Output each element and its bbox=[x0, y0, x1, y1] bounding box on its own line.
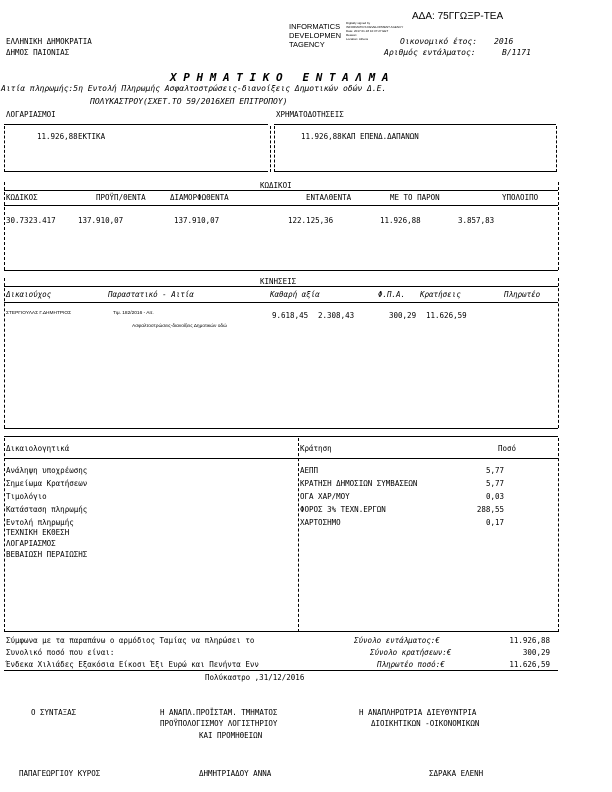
order-number-label: Αριθμός εντάλματος: bbox=[384, 48, 476, 57]
codes-header-code: ΚΩΔΙΚΟΣ bbox=[6, 193, 38, 202]
accounts-top-rule bbox=[4, 124, 268, 125]
movement-vat: 2.308,43 bbox=[318, 311, 355, 320]
accounts-bottom-rule bbox=[4, 171, 268, 172]
department-role-line-2: ΠΡΟΫΠΟΛΟΓΙΣΜΟΥ ΛΟΓΙΣΤΗΡΙΟΥ bbox=[160, 719, 278, 728]
movements-left-border bbox=[4, 278, 5, 428]
director-role-line-1: Η ΑΝΑΠΛΗΡΩΤΡΙΑ ΔΙΕΥΘΥΝΤΡΙΑ bbox=[359, 708, 477, 717]
amount-label: Ποσό bbox=[498, 444, 517, 453]
department-name: ΔΗΜΗΤΡΙΑΔΟΥ ΑΝΝΑ bbox=[199, 769, 272, 778]
supporting-docs-label: Δικαιολογητικά bbox=[6, 444, 70, 453]
totals-bottom-rule bbox=[4, 670, 558, 671]
codes-left-border bbox=[4, 182, 5, 270]
retention-amount: 0,17 bbox=[485, 518, 504, 527]
author-role: Ο ΣΥΝΤΑΞΑΣ bbox=[31, 708, 77, 717]
codes-row-current: 11.926,88 bbox=[380, 216, 421, 225]
codes-row-ordered: 122.125,36 bbox=[288, 216, 334, 225]
financing-description: ΚΑΠ ΕΠΕΝΔ.ΔΑΠΑΝΩΝ bbox=[342, 132, 419, 141]
place-date: Πολύκαστρο ,31/12/2016 bbox=[205, 673, 305, 682]
supporting-doc-item: Εντολή πληρωμής bbox=[6, 518, 74, 527]
supporting-doc-item: Σημείωμα Κρατήσεων bbox=[6, 479, 88, 488]
movement-note: Ασφαλτοστρώσεις-διανοίξεις Δημοτικών οδώ bbox=[132, 324, 227, 329]
payment-cause-line-1: Αιτία πληρωμής:5η Εντολή Πληρωμής Ασφαλτοστρώσεις-διανοίξεις Δημοτικών οδών Δ.Ε. bbox=[1, 84, 387, 93]
supporting-top-rule bbox=[4, 436, 558, 437]
accounts-amount: 11.926,88 bbox=[37, 132, 78, 141]
retention-label: Κράτηση bbox=[300, 444, 332, 453]
fiscal-year-value: 2016 bbox=[494, 37, 514, 46]
watermark-line: Location: Athens bbox=[346, 37, 369, 41]
movements-right-border bbox=[558, 278, 559, 428]
codes-header-balance: ΥΠΟΛΟΙΠΟ bbox=[502, 193, 539, 202]
logo-text-line-3: TAGENCY bbox=[289, 40, 325, 49]
codes-top-rule bbox=[4, 190, 558, 191]
retentions-total-label: Σύνολο κρατήσεων:€ bbox=[370, 648, 452, 657]
accounts-right-border bbox=[556, 126, 557, 172]
supporting-right-border bbox=[558, 438, 559, 632]
movements-header-retentions: Κρατήσεις bbox=[420, 290, 461, 299]
totals-statement-line-2: Συνολικό ποσό που είναι: bbox=[6, 648, 115, 657]
codes-header-formed: ΔΙΑΜΟΡΦΩΘΕΝΤΑ bbox=[170, 193, 229, 202]
codes-row-balance: 3.857,83 bbox=[458, 216, 495, 225]
accounts-mid-border-2 bbox=[274, 126, 275, 172]
codes-bottom-rule bbox=[4, 270, 558, 271]
codes-section-title: ΚΩΔΙΚΟΙ bbox=[260, 181, 292, 190]
watermark-line: INFORMATICS DEVELOPMENT AGENCY bbox=[346, 25, 404, 29]
codes-row-budgeted: 137.910,07 bbox=[78, 216, 124, 225]
retention-amount: 0,03 bbox=[485, 492, 504, 501]
retention-name: ΦΟΡΟΣ 3% ΤΕΧΝ.ΕΡΓΩΝ bbox=[300, 505, 386, 514]
watermark-line: Date: 2017.01.18 10:37:27 EET bbox=[346, 29, 389, 33]
retention-amount: 288,55 bbox=[476, 505, 504, 514]
logo-text-line-2: DEVELOPMEN bbox=[289, 31, 342, 40]
payable-amount-label: Πληρωτέο ποσό:€ bbox=[377, 660, 445, 669]
retentions-total-value: 300,29 bbox=[522, 648, 550, 657]
movement-retentions: 300,29 bbox=[389, 311, 417, 320]
payable-amount-value: 11.626,59 bbox=[509, 660, 550, 669]
ada-code: ΑΔΑ: 75ΓΓΩΞΡ-ΤΕΑ bbox=[412, 11, 504, 22]
financing-bottom-rule bbox=[274, 171, 556, 172]
order-total-value: 11.926,88 bbox=[509, 636, 550, 645]
accounts-mid-border bbox=[270, 126, 271, 172]
author-name: ΠΑΠΑΓΕΩΡΓΙΟΥ ΚΥΡΟΣ bbox=[19, 769, 101, 778]
supporting-mid-border bbox=[298, 438, 299, 632]
codes-header-ordered: ΕΝΤΑΛΘΕΝΤΑ bbox=[306, 193, 352, 202]
document-title: Χ Ρ Η Μ Α Τ Ι Κ Ο Ε Ν Τ Α Λ Μ Α bbox=[170, 71, 389, 84]
movements-bottom-rule bbox=[4, 428, 558, 429]
accounts-label: ΛΟΓΑΡΙΑΣΜΟΙ bbox=[6, 110, 56, 119]
signature-watermark bbox=[346, 21, 404, 46]
department-role-line-3: ΚΑΙ ΠΡΟΜΗΘΕΙΩΝ bbox=[199, 731, 263, 740]
director-role-line-2: ΔΙΟΙΚΗΤΙΚΩΝ -ΟΙΚΟΝΟΜΙΚΩΝ bbox=[371, 719, 480, 728]
codes-row-formed: 137.910,07 bbox=[174, 216, 220, 225]
retention-name: ΚΡΑΤΗΣΗ ΔΗΜΟΣΙΩΝ ΣΥΜΒΑΣΕΩΝ bbox=[300, 479, 418, 488]
supporting-doc-item: ΛΟΓΑΡΙΑΣΜΟΣ bbox=[6, 539, 56, 548]
movements-header-rule bbox=[4, 302, 558, 303]
retention-amount: 5,77 bbox=[485, 466, 504, 475]
codes-row-code: 30.7323.417 bbox=[6, 216, 56, 225]
movements-header-document: Παραστατικό - Αιτία bbox=[108, 290, 194, 299]
codes-right-border bbox=[558, 182, 559, 270]
codes-header-budgeted: ΠΡΟΫΠ/ΘΕΝΤΑ bbox=[96, 193, 146, 202]
financing-amount: 11.926,88 bbox=[301, 132, 342, 141]
payment-cause-line-2: ΠΟΛΥΚΑΣΤΡΟΥ(ΣΧΕΤ.ΤΟ 59/2016ΧΕΠ ΕΠΙΤΡΟΠΟΥ) bbox=[90, 97, 288, 106]
supporting-doc-item: ΤΕΧΝΙΚΗ ΕΚΘΕΣΗ bbox=[6, 528, 70, 537]
fiscal-year-label: Οικονομικό έτος: bbox=[400, 37, 478, 46]
supporting-doc-item: ΒΕΒΑΙΩΣΗ ΠΕΡΑΙΩΣΗΣ bbox=[6, 550, 88, 559]
movement-beneficiary: ΣΤΕΡΓΙΟΥΛΑΣ Γ.ΔΗΜΗΤΡΙΟΣ bbox=[6, 311, 72, 316]
movements-section-title: ΚΙΝΗΣΕΙΣ bbox=[260, 277, 297, 286]
retention-name: ΑΕΠΠ bbox=[300, 466, 319, 475]
financing-label: ΧΡΗΜΑΤΟΔΟΤΗΣΕΙΣ bbox=[276, 110, 344, 119]
org-line-2: ΔΗΜΟΣ ΠΑΙΟΝΙΑΣ bbox=[6, 48, 70, 57]
movements-header-beneficiary: Δικαιούχος bbox=[6, 290, 52, 299]
codes-header-rule bbox=[4, 205, 558, 206]
totals-amount-in-words: Ένδεκα Χιλιάδες Εξακόσια Είκοσι Έξι Ευρώ και Πενήντα Ενν bbox=[6, 660, 259, 669]
logo-text-line-1: INFORMATICS bbox=[289, 22, 341, 31]
order-number-value: Β/1171 bbox=[502, 48, 531, 57]
supporting-header-rule bbox=[4, 458, 558, 459]
supporting-bottom-rule bbox=[4, 631, 558, 632]
movement-document: Τιμ. 182/2016 - Αιτ. bbox=[113, 311, 154, 316]
codes-header-current: ΜΕ ΤΟ ΠΑΡΟΝ bbox=[390, 193, 440, 202]
retention-name: ΧΑΡΤΟΣΗΜΟ bbox=[300, 518, 341, 527]
retention-name: ΟΓΑ ΧΑΡ/ΜΟΥ bbox=[300, 492, 350, 501]
totals-statement-line-1: Σύμφωνα με τα παραπάνω ο αρμόδιος Ταμίας να πληρώσει το bbox=[6, 636, 255, 645]
movement-payable: 11.626,59 bbox=[426, 311, 467, 320]
financing-top-rule bbox=[274, 124, 556, 125]
movements-top-rule bbox=[4, 286, 558, 287]
supporting-doc-item: Ανάληψη υποχρέωσης bbox=[6, 466, 88, 475]
department-role-line-1: Η ΑΝΑΠΛ.ΠΡΟΪΣΤΑΜ. ΤΜΗΜΑΤΟΣ bbox=[160, 708, 278, 717]
supporting-doc-item: Τιμολόγιο bbox=[6, 492, 47, 501]
accounts-left-border bbox=[4, 126, 5, 172]
supporting-doc-item: Κατάσταση πληρωμής bbox=[6, 505, 88, 514]
watermark-line: Reason: bbox=[346, 33, 358, 37]
order-total-label: Σύνολο εντάλματος:€ bbox=[354, 636, 440, 645]
accounts-description: ΕΚΤΙΚΑ bbox=[78, 132, 106, 141]
director-name: ΣΔΡΑΚΑ ΕΛΕΝΗ bbox=[429, 769, 484, 778]
org-line-1: ΕΛΛΗΝΙΚΗ ΔΗΜΟΚΡΑΤΙΑ bbox=[6, 37, 92, 46]
supporting-left-border bbox=[4, 438, 5, 632]
movement-net: 9.618,45 bbox=[272, 311, 309, 320]
movements-header-vat: Φ.Π.Α. bbox=[378, 290, 406, 299]
watermark-line: Digitally signed by bbox=[346, 21, 371, 25]
retention-amount: 5,77 bbox=[485, 479, 504, 488]
movements-header-net: Καθαρή αξία bbox=[270, 290, 320, 299]
movements-header-payable: Πληρωτέο bbox=[504, 290, 541, 299]
